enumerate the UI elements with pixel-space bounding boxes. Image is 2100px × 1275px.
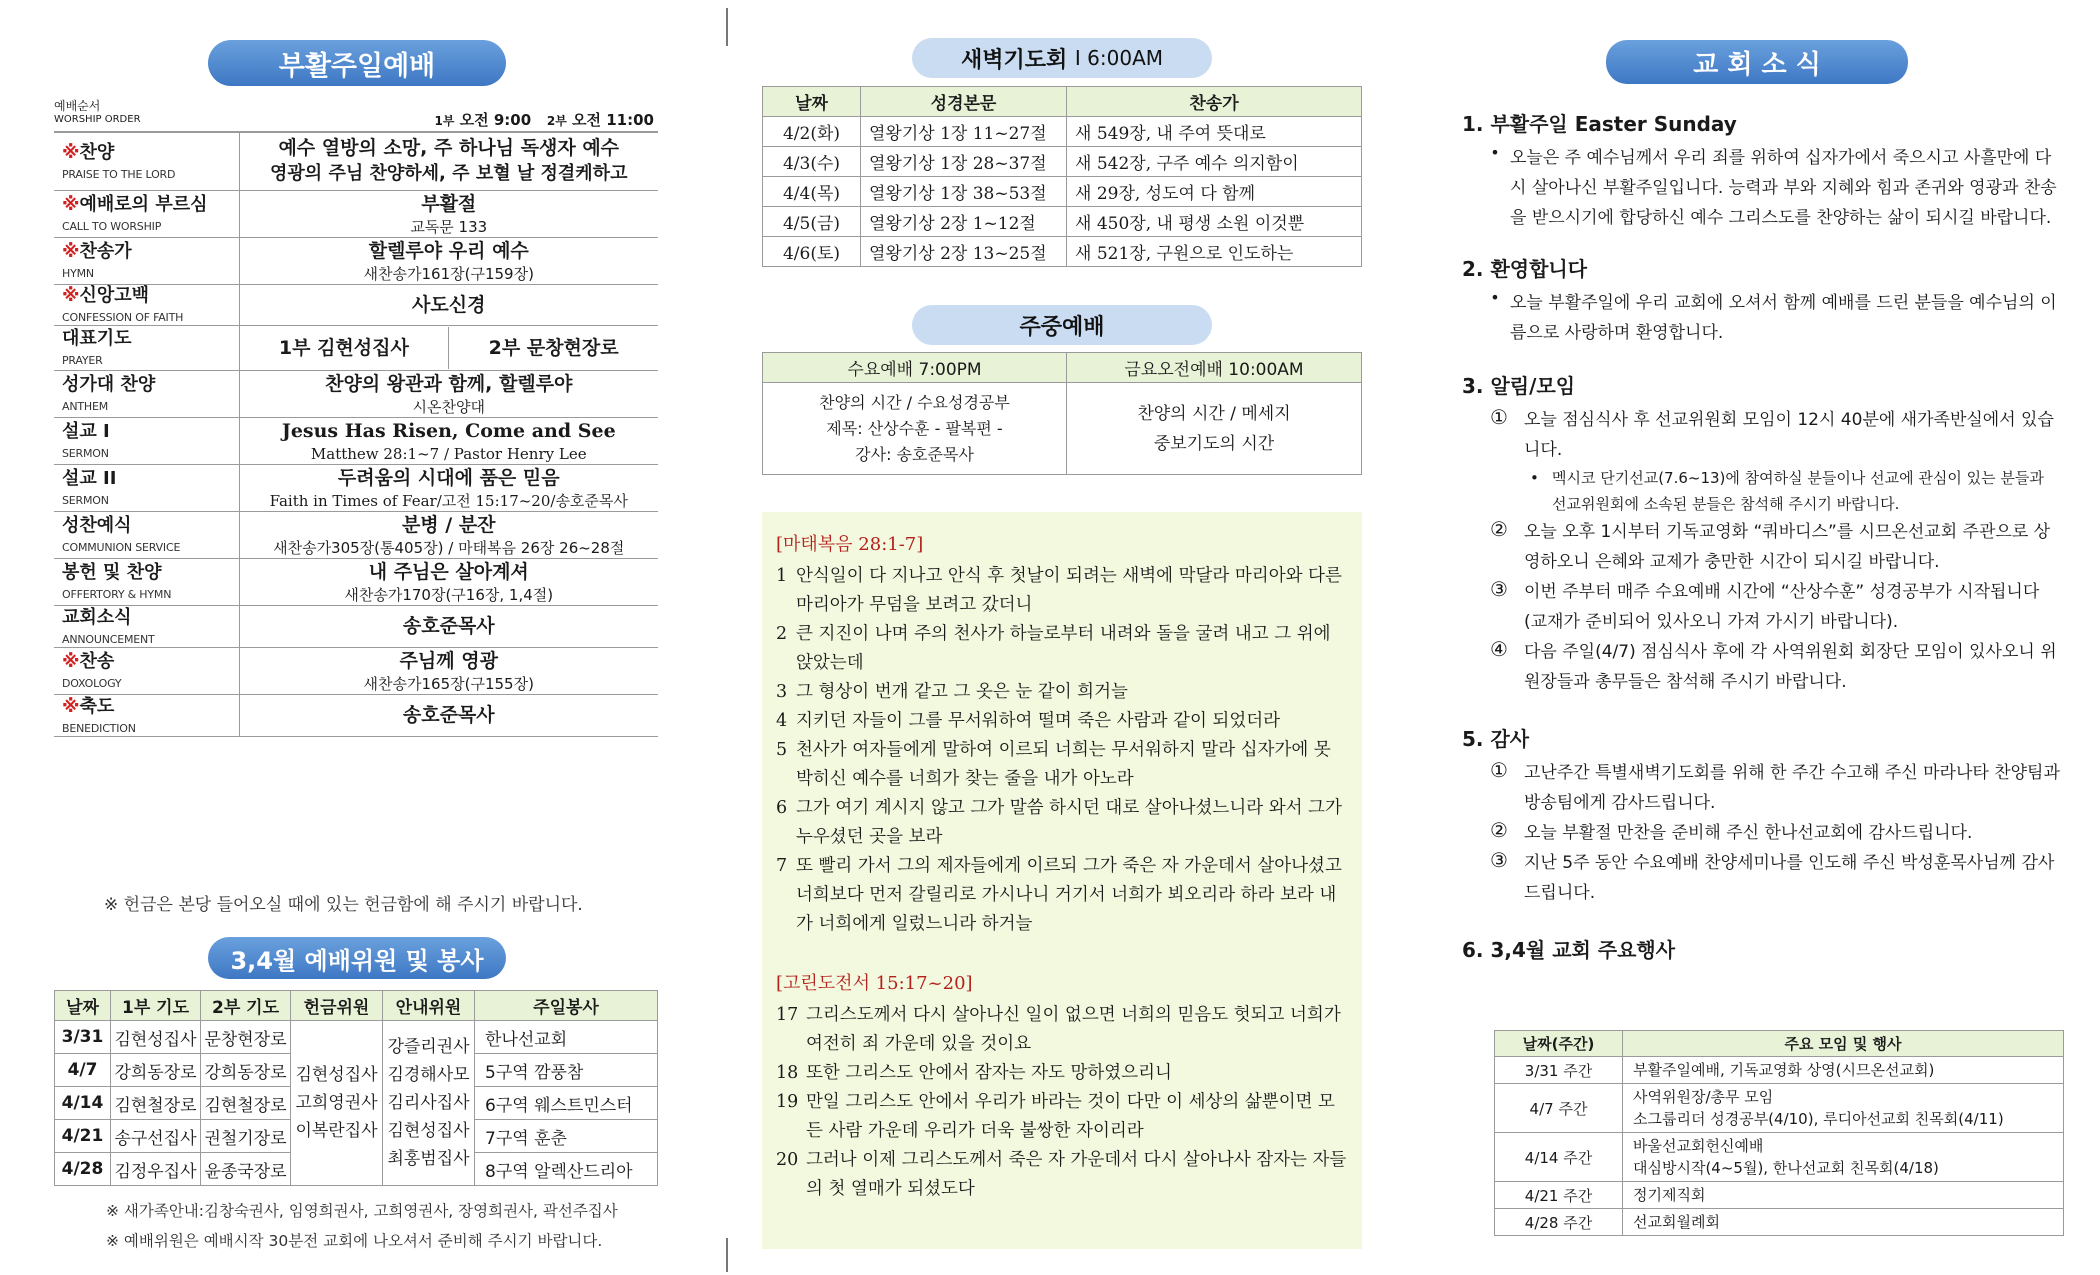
news-s6-title: 6. 3,4월 교회 주요행사 — [1462, 938, 1676, 962]
news-s3-item — [1462, 577, 2062, 637]
stand-mark: ※ — [62, 285, 80, 306]
order-label — [54, 417, 239, 464]
news-s1-body: 오늘은 주 예수님께서 우리 죄를 위하여 십자가에서 죽으시고 사흘만에 다시 살아나신 부활주일입니다. 능력과 부와 지혜와 힘과 존귀와 영광과 찬송을 받으시기에 합당하신 예수 그리스도를 찬양하는 삶이 되시길 바랍니다. — [1510, 148, 2057, 228]
duty-host: 7구역 훈춘 — [475, 1120, 658, 1153]
committee-member: 고희영권사 — [295, 1093, 378, 1113]
order-label-en: ANNOUNCEMENT — [62, 632, 155, 646]
event-date: 4/14 주간 — [1495, 1133, 1623, 1182]
verse-number: 19 — [776, 1092, 799, 1112]
event-row — [1495, 1084, 2064, 1133]
verse — [776, 707, 1348, 736]
news-s5-item — [1462, 818, 2062, 848]
stand-mark: ※ — [62, 141, 80, 163]
event-item: 소그룹리더 성경공부(4/10), 루디아선교회 친목회(4/11) — [1633, 1110, 2004, 1128]
verse-text: 그 형상이 번개 같고 그 옷은 눈 같이 희거늘 — [796, 682, 1128, 702]
order-label-kr — [62, 515, 239, 537]
order-sub: 교독문 133 — [410, 217, 488, 236]
dawn-date: 4/2(화) — [763, 117, 861, 147]
order-label — [54, 325, 239, 370]
dawn-row — [763, 177, 1362, 207]
verse-text: 만일 그리스도 안에서 우리가 바라는 것이 다만 이 세상의 삶뿐이면 모든 사람 가운데 우리가 더욱 불쌍한 자이리라 — [806, 1092, 1335, 1141]
order-main: 할렐루야 우리 예수 — [368, 239, 529, 262]
order-sub: 시온찬양대 — [412, 397, 485, 416]
order-row — [54, 370, 658, 417]
event-item: 대심방시작(4~5월), 한나선교회 친목회(4/18) — [1633, 1159, 1939, 1177]
dawn-date: 4/5(금) — [763, 207, 861, 237]
order-label-kr: 예배순서 — [54, 99, 101, 113]
news-s2-bullet: • 오늘 부활주일에 우리 교회에 오셔서 함께 예배를 드린 분들을 예수님의 이름으로 사랑하며 환영합니다. — [1462, 288, 2062, 348]
wed-line: 강사: 송호준목사 — [855, 444, 974, 464]
dawn-passage: 열왕기상 1장 28~37절 — [861, 147, 1067, 177]
offering-note — [104, 890, 583, 915]
dawn-hymn: 새 542장, 구주 예수 의지함이 — [1067, 147, 1362, 177]
bottom-notes — [106, 1196, 618, 1256]
order-label — [54, 284, 239, 325]
order-label — [54, 133, 239, 190]
dawn-date: 4/3(수) — [763, 147, 861, 177]
verse-text: 그러나 이제 그리스도께서 죽은 자 가운데서 다시 살아나사 잠자는 자들의 첫 열매가 되셨도다 — [806, 1150, 1347, 1199]
dawn-hymn: 새 29장, 성도여 다 함께 — [1067, 177, 1362, 207]
stand-mark: ※ — [62, 695, 80, 717]
duty-header: 주일봉사 — [475, 991, 658, 1021]
verse-number: 5 — [776, 740, 788, 760]
verse — [776, 1001, 1348, 1059]
scripture-box — [762, 512, 1362, 1249]
dawn-row — [763, 147, 1362, 177]
order-row — [54, 464, 658, 511]
committee-note: ※ 예배위원은 예배시작 30분전 교회에 나오셔서 준비해 주시기 바랍니다. — [106, 1232, 603, 1250]
events-table — [1494, 1030, 2064, 1236]
events-header: 주요 모임 및 행사 — [1623, 1031, 2064, 1057]
news-s3-sub-text: 멕시코 단기선교(7.6~13)에 참여하실 분들이나 선교에 관심이 있는 분들과 선교위원회에 소속된 분들은 참석해 주시기 바랍니다. — [1552, 469, 2044, 513]
order-main: 예수 열방의 소망, 주 하나님 독생자 예수 — [278, 137, 620, 160]
verse-number: 1 — [776, 566, 788, 586]
order-sub: Faith in Times of Fear/고전 15:17~20/송호준목사 — [269, 491, 628, 510]
verse-text: 지키던 자들이 그를 무서워하여 떨며 죽은 사람과 같이 되었더라 — [796, 711, 1281, 731]
duty-p1: 김현철장로 — [111, 1087, 201, 1120]
dawn-hymn: 새 450장, 내 평생 소원 이것뿐 — [1067, 207, 1362, 237]
verse — [776, 678, 1348, 707]
duty-p1: 김현성집사 — [111, 1021, 201, 1054]
circled-number: ② — [1490, 818, 1508, 842]
event-item: 사역위원장/총무 모임 — [1633, 1088, 1774, 1106]
duty-p1: 송구선집사 — [111, 1120, 201, 1153]
duty-host: 6구역 웨스트민스터 — [475, 1087, 658, 1120]
order-label-kr — [62, 651, 239, 673]
service-times — [434, 109, 654, 130]
stand-mark: ※ — [62, 194, 80, 215]
news-s1-title: 1. 부활주일 Easter Sunday — [1462, 112, 1737, 136]
dawn-passage: 열왕기상 2장 13~25절 — [861, 237, 1067, 267]
matthew-verses — [776, 562, 1348, 939]
order-label — [54, 511, 239, 558]
order-row — [54, 133, 658, 190]
wed-line: 찬양의 시간 / 수요성경공부 — [819, 392, 1010, 412]
circled-number: ③ — [1490, 848, 1508, 872]
ushers — [383, 1021, 475, 1186]
weekday-header: 수요예배 7:00PM — [763, 353, 1067, 383]
service2-num: 2부 — [546, 114, 567, 128]
order-sub: 새찬송가165장(구155장) — [363, 674, 534, 693]
dawn-hymn: 새 521장, 구원으로 인도하는 — [1067, 237, 1362, 267]
order-label — [54, 647, 239, 694]
verse-number: 18 — [776, 1063, 799, 1083]
order-header — [54, 97, 658, 133]
dawn-header: 성경본문 — [861, 87, 1067, 117]
verse-number: 20 — [776, 1150, 799, 1170]
duty-date: 4/28 — [55, 1153, 111, 1186]
event-item: 바울선교회헌신예배 — [1633, 1137, 1764, 1155]
order-label-kr — [62, 421, 239, 443]
column-divider — [726, 8, 728, 46]
order-row — [54, 325, 658, 370]
corinthians-verses — [776, 1001, 1348, 1204]
news-title: 교 회 소 식 — [1606, 40, 1908, 84]
order-label — [54, 464, 239, 511]
order-sub: 새찬송가161장(구159장) — [363, 264, 534, 283]
order-label-kr — [62, 607, 239, 629]
corinthians-ref: [고린도전서 15:17~20] — [776, 973, 973, 994]
duty-header: 2부 기도 — [201, 991, 291, 1021]
duty-p2: 김현철장로 — [201, 1087, 291, 1120]
weekday-table — [762, 352, 1362, 475]
service2-time: 오전 11:00 — [572, 111, 654, 129]
order-label-kr-text: 예배로의 부르심 — [79, 194, 208, 215]
order-label-en: COMMUNION SERVICE — [62, 541, 181, 554]
column-divider — [726, 1238, 728, 1272]
weekday-title: 주중예배 — [912, 305, 1212, 345]
order-label-en: PRAYER — [62, 354, 103, 367]
verse — [776, 620, 1348, 678]
circled-number: ① — [1490, 758, 1508, 782]
verse-number: 4 — [776, 711, 788, 731]
order-label-kr-text: 대표기도 — [62, 328, 132, 349]
usher: 김현성집사 — [387, 1121, 470, 1141]
verse-number: 17 — [776, 1005, 799, 1025]
order-label — [54, 694, 239, 736]
news-s5-title: 5. 감사 — [1462, 727, 1530, 751]
news-s3-sub-bullet: • 멕시코 단기선교(7.6~13)에 참여하실 분들이나 선교에 관심이 있는 분들과 선교위원회에 소속된 분들은 참석해 주시기 바랍니다. — [1462, 465, 2062, 517]
event-desc — [1623, 1084, 2064, 1133]
order-label-kr — [62, 285, 239, 307]
usher: 김경해사모 — [387, 1065, 470, 1085]
order-sub: 영광의 주님 찬양하세, 주 보혈 날 정결케하고 — [270, 163, 628, 185]
order-label-en: CALL TO WORSHIP — [62, 220, 162, 233]
order-label — [54, 190, 239, 237]
dawn-passage: 열왕기상 1장 11~27절 — [861, 117, 1067, 147]
event-row — [1495, 1182, 2064, 1209]
event-row — [1495, 1209, 2064, 1236]
event-date: 4/28 주간 — [1495, 1209, 1623, 1236]
dawn-header: 찬송가 — [1067, 87, 1362, 117]
order-main: 분병 / 분잔 — [401, 513, 496, 536]
news-s5-text: 오늘 부활절 만찬을 준비해 주신 한나선교회에 감사드립니다. — [1524, 823, 1973, 843]
dawn-time: I 6:00AM — [1074, 46, 1164, 70]
duty-header: 안내위원 — [383, 991, 475, 1021]
order-label — [54, 370, 239, 417]
committee-member: 이복란집사 — [295, 1121, 378, 1141]
service1-time: 오전 9:00 — [459, 111, 532, 129]
committee-member: 김현성집사 — [295, 1065, 378, 1085]
order-label-kr — [62, 328, 239, 350]
order-label-kr — [62, 374, 239, 396]
service1-num: 1부 — [434, 114, 455, 128]
verse — [776, 1088, 1348, 1146]
event-item: 정기제직회 — [1633, 1186, 1706, 1204]
order-main: 내 주님은 살아계셔 — [368, 560, 529, 583]
usher: 김리사집사 — [387, 1093, 470, 1113]
order-label-kr-text: 성가대 찬양 — [62, 374, 156, 395]
wed-service — [763, 383, 1067, 475]
order-label-kr-text: 찬송 — [79, 651, 115, 672]
event-row — [1495, 1133, 2064, 1182]
order-main: Jesus Has Risen, Come and See — [281, 419, 616, 442]
fri-line: 찬양의 시간 / 메세지 — [1137, 403, 1291, 424]
news-s2-title: 2. 환영합니다 — [1462, 257, 1588, 281]
news-s3-item — [1462, 517, 2062, 577]
order-sub: 새찬송가305장(통405장) / 마태복음 26장 26~28절 — [273, 538, 625, 557]
event-desc — [1623, 1209, 2064, 1236]
circled-number: ③ — [1490, 577, 1508, 601]
order-main: 사도신경 — [412, 293, 486, 316]
order-label-kr-text: 신앙고백 — [79, 285, 150, 306]
order-label-kr-text: 설교 I — [62, 421, 110, 442]
verse — [776, 1059, 1348, 1088]
order-label-en: DOXOLOGY — [62, 677, 122, 690]
event-desc — [1623, 1182, 2064, 1209]
dawn-row — [763, 117, 1362, 147]
verse-text: 또 빨리 가서 그의 제자들에게 이르되 그가 죽은 자 가운데서 살아나셨고 너희보다 먼저 갈릴리로 가시나니 거기서 너희가 뵈오리라 하라 보라 내가 너희에게 일렀느니라 하거늘 — [796, 856, 1342, 934]
prayer-second: 2부 문창현장로 — [488, 336, 619, 359]
dawn-row — [763, 237, 1362, 267]
order-label-kr — [62, 142, 239, 164]
verse-text: 그리스도께서 다시 살아나신 일이 없으면 너희의 믿음도 헛되고 너희가 여전히 죄 가운데 있을 것이요 — [806, 1005, 1341, 1054]
order-main: 찬양의 왕관과 함께, 할렐루야 — [325, 372, 573, 395]
event-date: 4/7 주간 — [1495, 1084, 1623, 1133]
circled-number: ② — [1490, 517, 1508, 541]
worship-order-table — [54, 133, 658, 737]
order-label-kr-text: 찬양 — [79, 141, 115, 163]
events-header: 날짜(주간) — [1495, 1031, 1623, 1057]
dawn-title — [912, 38, 1212, 78]
verse-text: 큰 지진이 나며 주의 천사가 하늘로부터 내려와 돌을 굴려 내고 그 위에 앉았는데 — [796, 624, 1331, 673]
news-section — [1462, 108, 2062, 969]
duty-p1: 김정우집사 — [111, 1153, 201, 1186]
duty-date: 4/21 — [55, 1120, 111, 1153]
news-s2-body: 오늘 부활주일에 우리 교회에 오셔서 함께 예배를 드린 분들을 예수님의 이름으로 사랑하며 환영합니다. — [1510, 293, 2057, 343]
stand-mark: ※ — [62, 651, 80, 672]
verse — [776, 736, 1348, 794]
order-label-en: ANTHEM — [62, 400, 108, 413]
event-date: 4/21 주간 — [1495, 1182, 1623, 1209]
weekday-header: 금요오전예배 10:00AM — [1067, 353, 1362, 383]
verse — [776, 794, 1348, 852]
order-label-kr-text: 봉헌 및 찬양 — [62, 562, 162, 583]
order-label-kr — [62, 696, 239, 718]
dawn-table — [762, 86, 1362, 267]
news-s3-item — [1462, 637, 2062, 697]
usher: 강즐리권사 — [387, 1037, 470, 1057]
verse-text: 또한 그리스도 안에서 잠자는 자도 망하였으리니 — [806, 1063, 1172, 1083]
order-label-en: OFFERTORY & HYMN — [62, 588, 172, 601]
duty-table — [54, 990, 658, 1186]
usher: 최홍범집사 — [387, 1149, 470, 1169]
event-desc — [1623, 1057, 2064, 1084]
order-label-kr — [62, 468, 239, 490]
order-label-en: CONFESSION OF FAITH — [62, 311, 184, 324]
worship-title: 부활주일예배 — [208, 40, 506, 86]
fri-line: 중보기도의 시간 — [1153, 433, 1275, 454]
news-s3-title: 3. 알림/모임 — [1462, 374, 1576, 398]
verse-number: 7 — [776, 856, 788, 876]
duty-date: 4/7 — [55, 1054, 111, 1087]
order-main: 송호준목사 — [402, 615, 495, 637]
order-label-en: WORSHIP ORDER — [54, 114, 141, 125]
verse-text: 안식일이 다 지나고 안식 후 첫날이 되려는 새벽에 막달라 마리아와 다른 마리아가 무덤을 보려고 갔더니 — [796, 566, 1342, 615]
order-row — [54, 417, 658, 464]
newcomer-note: ※ 새가족안내:김창숙권사, 임영희권사, 고희영권사, 장영희권사, 곽선주집사 — [106, 1202, 618, 1220]
order-label-en: HYMN — [62, 267, 94, 280]
news-s3-text: 오늘 오후 1시부터 기독교영화 “쿼바디스”를 시므온선교회 주관으로 상영하오니 은혜와 교제가 충만한 시간이 되시길 바랍니다. — [1524, 522, 2051, 572]
news-s3-text: 오늘 점심식사 후 선교위원회 모임이 12시 40분에 새가족반실에서 있습니다. — [1524, 410, 2054, 460]
event-desc — [1623, 1133, 2064, 1182]
news-s5-item — [1462, 848, 2062, 908]
verse-number: 3 — [776, 682, 788, 702]
order-label-kr-text: 설교 II — [62, 468, 117, 489]
table-row — [55, 1021, 658, 1054]
order-label-kr — [62, 241, 239, 263]
order-label-kr — [62, 194, 239, 216]
order-row — [54, 605, 658, 647]
matthew-ref: [마태복음 28:1-7] — [776, 534, 924, 555]
order-label-en: SERMON — [62, 494, 109, 507]
order-label — [54, 237, 239, 284]
order-sub: 새찬송가170장(구16장, 1,4절) — [344, 585, 554, 604]
order-label-en: PRAISE TO THE LORD — [62, 167, 176, 181]
order-row — [54, 190, 658, 237]
news-s1-bullet: • 오늘은 주 예수님께서 우리 죄를 위하여 십자가에서 죽으시고 사흘만에 다시 살아나신 부활주일입니다. 능력과 부와 지혜와 힘과 존귀와 영광과 찬송을 받으시기에 합당하신 예수 그리스도를 찬양하는 삶이 되시길 바랍니다. — [1462, 143, 2062, 233]
duty-host: 한나선교회 — [475, 1021, 658, 1054]
verse — [776, 852, 1348, 939]
dawn-date: 4/4(목) — [763, 177, 861, 207]
wed-line: 제목: 산상수훈 - 팔복편 - — [826, 418, 1003, 438]
duty-p2: 문창현장로 — [201, 1021, 291, 1054]
order-row — [54, 284, 658, 325]
duty-header: 헌금위원 — [291, 991, 383, 1021]
news-s3-text: 이번 주부터 매주 수요예배 시간에 “산상수훈” 성경공부가 시작됩니다(교재가 준비되어 있사오니 가져 가시기 바랍니다). — [1524, 582, 2040, 632]
verse-number: 2 — [776, 624, 788, 644]
order-label-kr-text: 성찬예식 — [62, 515, 132, 536]
order-label-en: BENEDICTION — [62, 721, 136, 735]
order-main: 두려움의 시대에 품은 믿음 — [337, 466, 560, 489]
dawn-hymn: 새 549장, 내 주여 뜻대로 — [1067, 117, 1362, 147]
event-row — [1495, 1057, 2064, 1084]
verse-number: 6 — [776, 798, 788, 818]
duty-header: 날짜 — [55, 991, 111, 1021]
duty-date: 3/31 — [55, 1021, 111, 1054]
duty-host: 5구역 깜풍참 — [475, 1054, 658, 1087]
duty-p2: 강희동장로 — [201, 1054, 291, 1087]
order-row — [54, 558, 658, 605]
order-label-kr — [62, 562, 239, 584]
duty-header: 1부 기도 — [111, 991, 201, 1021]
news-s5-item — [1462, 758, 2062, 818]
news-s5-text: 고난주간 특별새벽기도회를 위해 한 주간 수고해 주신 마라나타 찬양팀과 방송팀에게 감사드립니다. — [1524, 763, 2060, 813]
news-s3-item — [1462, 405, 2062, 465]
order-row — [54, 694, 658, 736]
event-item: 부활주일예배, 기독교영화 상영(시므온선교회) — [1633, 1061, 1935, 1079]
order-label-kr-text: 축도 — [79, 695, 115, 717]
offering-note-text: ※ 헌금은 본당 들어오실 때에 있는 헌금함에 해 주시기 바랍니다. — [104, 895, 583, 915]
dawn-passage: 열왕기상 1장 38~53절 — [861, 177, 1067, 207]
duty-date: 4/14 — [55, 1087, 111, 1120]
order-label-kr-text: 찬송가 — [79, 241, 132, 262]
duty-p2: 윤종국장로 — [201, 1153, 291, 1186]
event-date: 3/31 주간 — [1495, 1057, 1623, 1084]
order-row — [54, 237, 658, 284]
news-s3-text: 다음 주일(4/7) 점심식사 후에 각 사역위원회 회장단 모임이 있사오니 위원장들과 총무들은 참석해 주시기 바랍니다. — [1524, 642, 2057, 692]
order-row — [54, 647, 658, 694]
duty-title: 3,4월 예배위원 및 봉사 — [208, 937, 506, 979]
order-row — [54, 511, 658, 558]
order-main: 주님께 영광 — [399, 649, 498, 672]
event-item: 선교회월례회 — [1633, 1213, 1720, 1231]
order-main: 부활절 — [421, 192, 477, 215]
order-label-en: SERMON — [62, 447, 109, 460]
order-sub: Matthew 28:1~7 / Pastor Henry Lee — [310, 444, 587, 463]
verse-text: 그가 여기 계시지 않고 그가 말씀 하시던 대로 살아나셨느니라 와서 그가 누우셨던 곳을 보라 — [796, 798, 1342, 847]
verse — [776, 562, 1348, 620]
verse-text: 천사가 여자들에게 말하여 이르되 너희는 무서워하지 말라 십자가에 못 박히신 예수를 너희가 찾는 줄을 내가 아노라 — [796, 740, 1331, 789]
prayer-first: 1부 김현성집사 — [240, 327, 450, 369]
duty-p2: 권철기장로 — [201, 1120, 291, 1153]
duty-p1: 강희동장로 — [111, 1054, 201, 1087]
order-main: 송호준목사 — [402, 704, 495, 726]
verse — [776, 1146, 1348, 1204]
order-label — [54, 605, 239, 647]
duty-host: 8구역 알렉산드리아 — [475, 1153, 658, 1186]
dawn-date: 4/6(토) — [763, 237, 861, 267]
dawn-header: 날짜 — [763, 87, 861, 117]
circled-number: ① — [1490, 405, 1508, 429]
stand-mark: ※ — [62, 241, 80, 262]
circled-number: ④ — [1490, 637, 1508, 661]
order-label-kr-text: 교회소식 — [62, 606, 132, 628]
fri-service — [1067, 383, 1362, 475]
offering-committee — [291, 1021, 383, 1186]
dawn-title-text: 새벽기도회 — [960, 47, 1068, 73]
order-label — [54, 558, 239, 605]
news-s5-text: 지난 5주 동안 수요예배 찬양세미나를 인도해 주신 박성훈목사님께 감사드립니다. — [1524, 853, 2055, 903]
dawn-row — [763, 207, 1362, 237]
dawn-passage: 열왕기상 2장 1~12절 — [861, 207, 1067, 237]
